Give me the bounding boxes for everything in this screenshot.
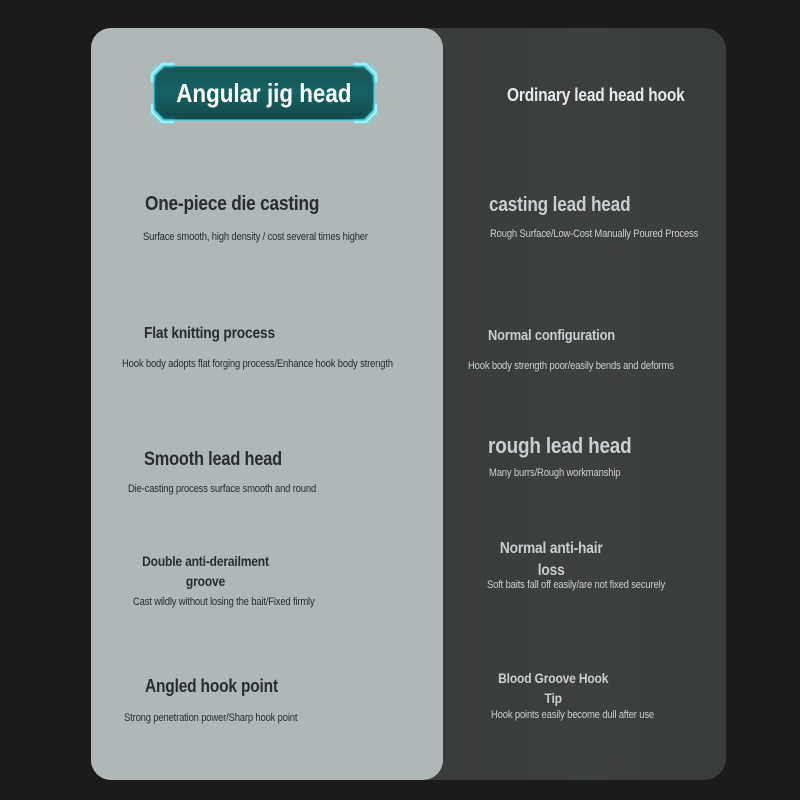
left-feature-heading: One-piece die casting (145, 193, 320, 215)
left-feature-sub: Hook body adopts flat forging process/Enhance hook body strength (122, 358, 393, 370)
angular-jig-panel (91, 28, 443, 780)
left-title: Angular jig head (176, 77, 352, 108)
left-feature-sub: Die-casting process surface smooth and round (128, 483, 317, 495)
right-feature-sub: Hook body strength poor/easily bends and deforms (468, 360, 674, 372)
left-feature-sub: Strong penetration power/Sharp hook point (124, 712, 298, 724)
left-feature-sub: Surface smooth, high density / cost several times higher (143, 231, 368, 243)
right-feature-sub: Many burrs/Rough workmanship (489, 467, 621, 479)
right-feature-heading: rough lead head (488, 433, 632, 458)
left-feature-sub: Cast wildly without losing the bait/Fixed firmly (133, 596, 315, 608)
left-feature-heading: Double anti-derailment groove (142, 553, 269, 589)
title-badge (150, 62, 378, 124)
right-feature-heading: Normal configuration (488, 327, 615, 344)
right-feature-heading: Blood Groove Hook Tip (498, 670, 609, 706)
right-feature-sub: Rough Surface/Low-Cost Manually Poured Process (490, 228, 699, 240)
right-title: Ordinary lead head hook (507, 85, 685, 105)
left-feature-heading: Angled hook point (145, 676, 278, 696)
left-feature-heading: Smooth lead head (144, 449, 282, 470)
left-feature-heading: Flat knitting process (144, 325, 275, 342)
right-feature-sub: Hook points easily become dull after use (491, 709, 654, 721)
right-feature-heading: Normal anti-hair loss (499, 540, 603, 579)
right-feature-sub: Soft baits fall off easily/are not fixed securely (487, 579, 666, 591)
right-feature-heading: casting lead head (489, 194, 631, 216)
